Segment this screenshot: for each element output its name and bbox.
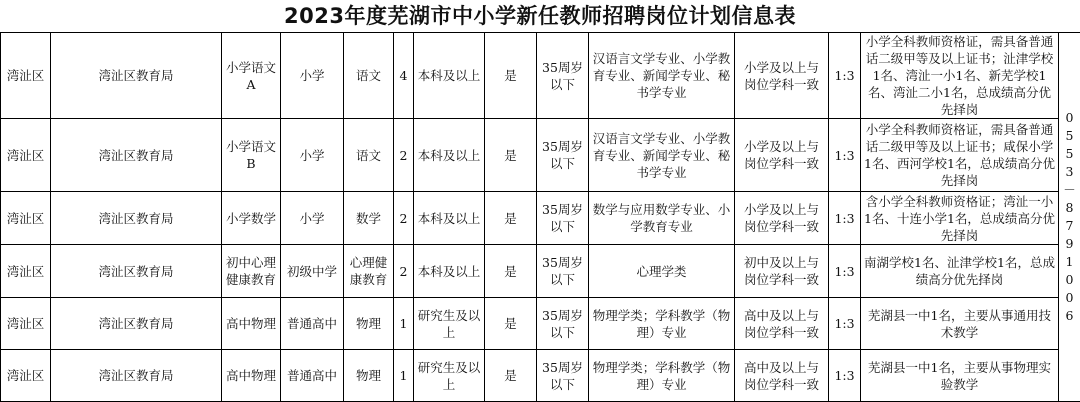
education-cell: 本科及以上 xyxy=(414,192,485,245)
position-cell: 小学语文A xyxy=(222,33,281,119)
position-cell: 初中心理健康教育 xyxy=(222,245,281,298)
age-cell: 35周岁以下 xyxy=(537,245,589,298)
major-cell: 汉语言文学专业、小学教育专业、新闻学专业、秘书学专业 xyxy=(589,119,735,192)
notes-cell: 含小学全科教师资格证；湾沚一小1名、十连小学1名，总成绩高分优先择岗 xyxy=(861,192,1059,245)
district-cell: 湾沚区 xyxy=(1,245,51,298)
count-cell: 2 xyxy=(394,119,414,192)
subject-cell: 语文 xyxy=(344,33,394,119)
table-row xyxy=(1,33,1080,119)
education-cell: 研究生及以上 xyxy=(414,350,485,402)
table-row xyxy=(1,192,1080,245)
degree-cell: 是 xyxy=(485,192,537,245)
degree-cell: 是 xyxy=(485,119,537,192)
count-cell: 1 xyxy=(394,298,414,350)
department-cell: 湾沚区教育局 xyxy=(51,245,222,298)
certificate-cell: 高中及以上与岗位学科一致 xyxy=(735,350,829,402)
ratio-cell: 1:3 xyxy=(829,33,861,119)
count-cell: 1 xyxy=(394,350,414,402)
district-cell: 湾沚区 xyxy=(1,119,51,192)
department-cell: 湾沚区教育局 xyxy=(51,119,222,192)
stage-cell: 普通高中 xyxy=(281,298,344,350)
major-cell: 物理学类；学科教学（物理）专业 xyxy=(589,298,735,350)
stage-cell: 小学 xyxy=(281,33,344,119)
district-cell: 湾沚区 xyxy=(1,298,51,350)
position-cell: 高中物理 xyxy=(222,350,281,402)
district-cell: 湾沚区 xyxy=(1,192,51,245)
notes-cell: 小学全科教师资格证，需具备普通话二级甲等及以上证书；咸保小学1名、西河学校1名，总成绩高分优先择岗 xyxy=(861,119,1059,192)
major-cell: 物理学类；学科教学（物理）专业 xyxy=(589,350,735,402)
district-cell: 湾沚区 xyxy=(1,350,51,402)
department-cell: 湾沚区教育局 xyxy=(51,33,222,119)
education-cell: 本科及以上 xyxy=(414,119,485,192)
major-cell: 汉语言文学专业、小学教育专业、新闻学专业、秘书学专业 xyxy=(589,33,735,119)
notes-cell: 芜湖县一中1名，主要从事物理实验教学 xyxy=(861,350,1059,402)
position-cell: 小学语文B xyxy=(222,119,281,192)
subject-cell: 物理 xyxy=(344,350,394,402)
stage-cell: 初级中学 xyxy=(281,245,344,298)
age-cell: 35周岁以下 xyxy=(537,298,589,350)
education-cell: 研究生及以上 xyxy=(414,298,485,350)
certificate-cell: 初中及以上与岗位学科一致 xyxy=(735,245,829,298)
certificate-cell: 小学及以上与岗位学科一致 xyxy=(735,192,829,245)
count-cell: 2 xyxy=(394,192,414,245)
degree-cell: 是 xyxy=(485,33,537,119)
table-row xyxy=(1,245,1080,298)
department-cell: 湾沚区教育局 xyxy=(51,350,222,402)
count-cell: 4 xyxy=(394,33,414,119)
certificate-cell: 小学及以上与岗位学科一致 xyxy=(735,119,829,192)
degree-cell: 是 xyxy=(485,298,537,350)
department-cell: 湾沚区教育局 xyxy=(51,192,222,245)
subject-cell: 数学 xyxy=(344,192,394,245)
degree-cell: 是 xyxy=(485,350,537,402)
notes-cell: 小学全科教师资格证，需具备普通话二级甲等及以上证书；沚津学校1名、湾沚一小1名、新芜学校1名、湾沚二小1名，总成绩高分优先择岗 xyxy=(861,33,1059,119)
subject-cell: 语文 xyxy=(344,119,394,192)
stage-cell: 小学 xyxy=(281,192,344,245)
age-cell: 35周岁以下 xyxy=(537,350,589,402)
page-title: 2023年度芜湖市中小学新任教师招聘岗位计划信息表 xyxy=(0,0,1080,32)
department-cell: 湾沚区教育局 xyxy=(51,298,222,350)
table-row xyxy=(1,350,1080,402)
age-cell: 35周岁以下 xyxy=(537,119,589,192)
position-cell: 小学数学 xyxy=(222,192,281,245)
subject-cell: 心理健康教育 xyxy=(344,245,394,298)
stage-cell: 普通高中 xyxy=(281,350,344,402)
age-cell: 35周岁以下 xyxy=(537,33,589,119)
position-cell: 高中物理 xyxy=(222,298,281,350)
table-row xyxy=(1,119,1080,192)
ratio-cell: 1:3 xyxy=(829,245,861,298)
ratio-cell: 1:3 xyxy=(829,350,861,402)
major-cell: 心理学类 xyxy=(589,245,735,298)
ratio-cell: 1:3 xyxy=(829,298,861,350)
notes-cell: 芜湖县一中1名，主要从事通用技术教学 xyxy=(861,298,1059,350)
degree-cell: 是 xyxy=(485,245,537,298)
count-cell: 2 xyxy=(394,245,414,298)
subject-cell: 物理 xyxy=(344,298,394,350)
district-cell: 湾沚区 xyxy=(1,33,51,119)
notes-cell: 南湖学校1名、沚津学校1名，总成绩高分优先择岗 xyxy=(861,245,1059,298)
ratio-cell: 1:3 xyxy=(829,119,861,192)
table-row xyxy=(1,298,1080,350)
education-cell: 本科及以上 xyxy=(414,245,485,298)
major-cell: 数学与应用数学专业、小学教育专业 xyxy=(589,192,735,245)
certificate-cell: 高中及以上与岗位学科一致 xyxy=(735,298,829,350)
certificate-cell: 小学及以上与岗位学科一致 xyxy=(735,33,829,119)
ratio-cell: 1:3 xyxy=(829,192,861,245)
recruitment-table xyxy=(0,32,1080,402)
phone-cell: 0553－8791006 xyxy=(1059,33,1080,402)
education-cell: 本科及以上 xyxy=(414,33,485,119)
age-cell: 35周岁以下 xyxy=(537,192,589,245)
stage-cell: 小学 xyxy=(281,119,344,192)
